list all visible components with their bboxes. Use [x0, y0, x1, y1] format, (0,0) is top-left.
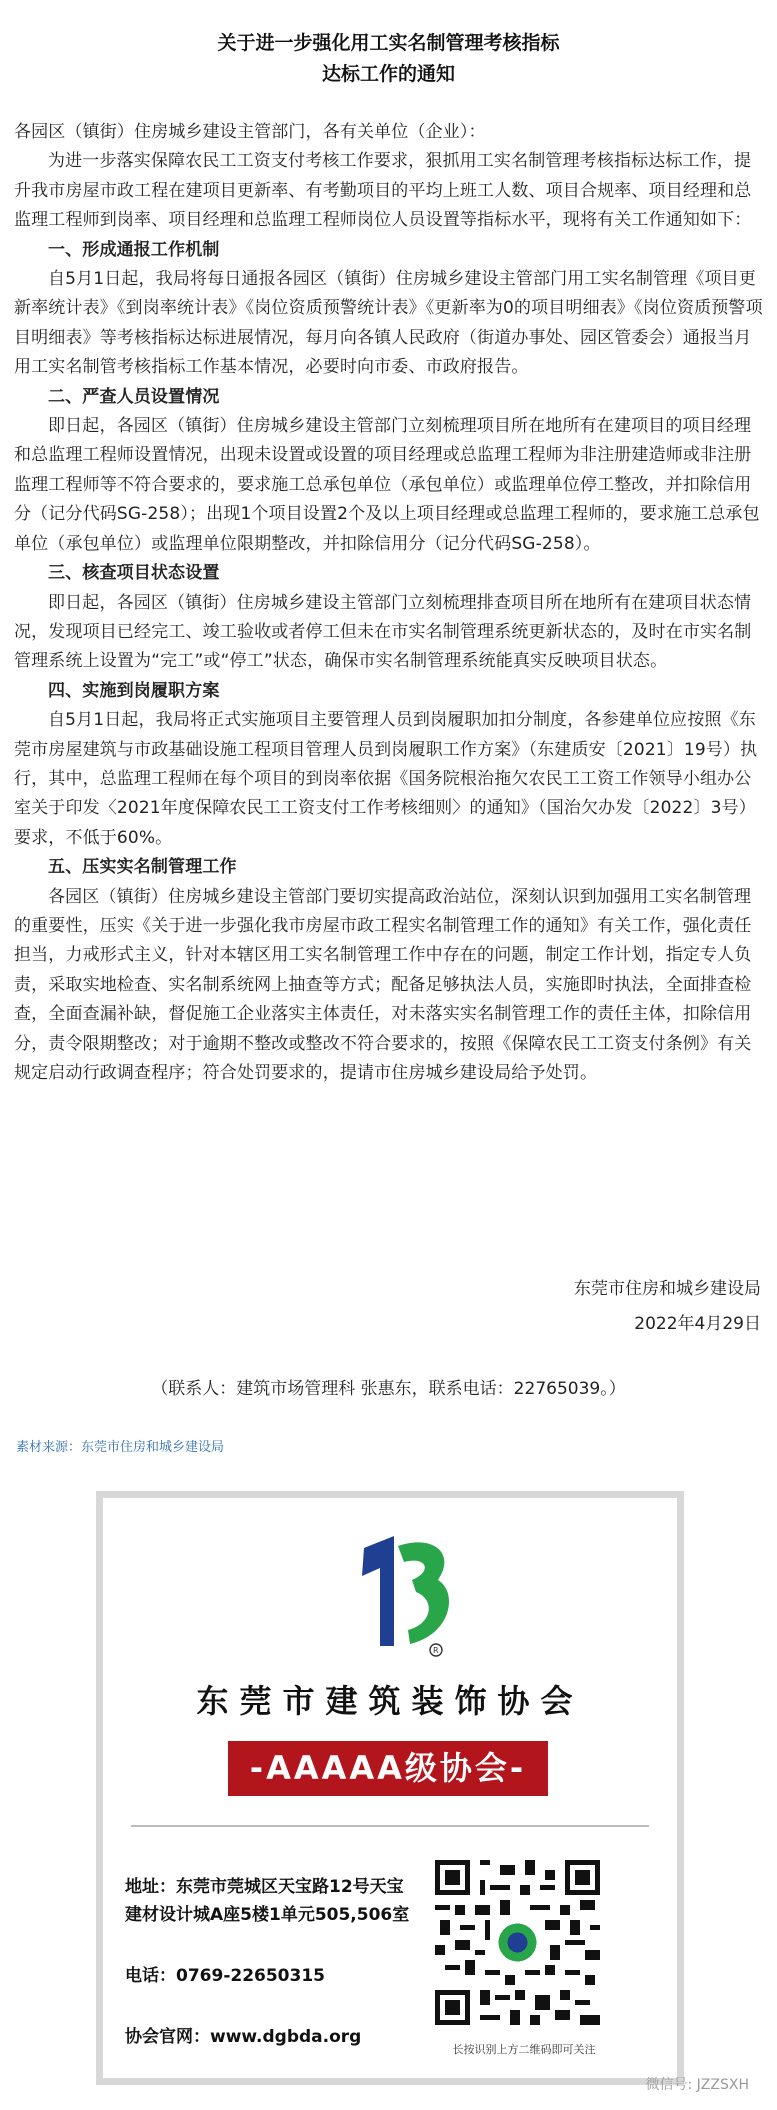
association-phone: 电话：0769-22650315 — [125, 1966, 325, 1986]
card-divider — [131, 1825, 649, 1827]
intro-paragraph: 为进一步落实保障农民工工资支付考核工作要求，狠抓用工实名制管理考核指标达标工作，提升我市房屋市政工程在建项目更新率、有考勤项目的平均上班工人数、项目合规率、项目经理和总监理工程师到岗率、项目经理和总监理工程师岗位人员设置等指标水平，现将有关工作通知如下： — [14, 151, 752, 231]
association-website: 协会官网：www.dgbda.org — [125, 2027, 362, 2047]
section-1-heading: 一、形成通报工作机制 — [48, 239, 220, 260]
association-name: 东莞市建筑装饰协会 — [196, 1682, 584, 1720]
title-line-1: 关于进一步强化用工实名制管理考核指标 — [217, 32, 560, 54]
contact-line: （联系人：建筑市场管理科 张惠东，联系电话：22765039。） — [151, 1379, 626, 1399]
section-3-text: 即日起，各园区（镇街）住房城乡建设主管部门立刻梳理排查项目所在地所有在建项目状态情况，发现项目已经完工、竣工验收或者停工但未在市实名制管理系统更新状态的，及时在市实名制管理系统上设置为“完工”或“停工”状态，确保市实名制管理系统能真实反映项目状态。 — [14, 592, 752, 672]
association-address: 地址：东莞市莞城区天宝路12号天宝建材设计城A座5楼1单元505,506室 — [125, 1877, 410, 1925]
association-level-banner: -AAAAA级协会- — [228, 1741, 548, 1796]
signature-block — [574, 1272, 761, 1342]
source-credit: 素材来源：东莞市住房和城乡建设局 — [16, 1440, 225, 1455]
association-logo-icon — [324, 1528, 464, 1658]
section-4-heading: 四、实施到岗履职方案 — [48, 680, 220, 701]
section-1-text: 自5月1日起，我局将每日通报各园区（镇街）住房城乡建设主管部门用工实名制管理《项目更新率统计表》《到岗率统计表》《岗位资质预警统计表》《更新率为0的项目明细表》《岗位资质预警项目明细表》等考核指标达标进展情况，每月向各镇人民政府（街道办事处、园区管委会）通报当月用工实名制管考核指标工作基本情况，必要时向市委、市政府报告。 — [14, 269, 763, 378]
section-3-heading: 三、核查项目状态设置 — [48, 563, 220, 584]
signature-org: 东莞市住房和城乡建设局 — [574, 1279, 761, 1299]
greeting: 各园区（镇街）住房城乡建设主管部门，各有关单位（企业）： — [14, 122, 486, 142]
association-contact-info — [125, 1873, 415, 2068]
document-title — [0, 28, 777, 90]
qr-caption: 长按识别上方二维码即可关注 — [452, 2043, 596, 2056]
section-5-text: 各园区（镇街）住房城乡建设主管部门要切实提高政治站位，深刻认识到加强用工实名制管理的重要性，压实《关于进一步强化我市房屋市政工程实名制管理工作的通知》有关工作，强化责任担当，力戒形式主义，针对本辖区用工实名制管理工作中存在的问题，制定工作计划，指定专人负责，采取实地检查、实名制系统网上抽查等方式；配备足够执法人员，实施即时执法，全面排查检查，全面查漏补缺，督促施工企业落实主体责任，对未落实实名制管理工作的责任主体，扣除信用分，责令限期整改；对于逾期不整改或整改不符合要求的，按照《保障农民工工资支付条例》有关规定启动行政调查程序；符合处罚要求的，提请市住房城乡建设局给予处罚。 — [14, 886, 752, 1083]
title-line-2: 达标工作的通知 — [321, 63, 455, 85]
section-4-text: 自5月1日起，我局将正式实施项目主要管理人员到岗履职加扣分制度，各参建单位应按照《东莞市房屋建筑与市政基础设施工程项目管理人员到岗履职工作方案》（东建质安〔2021〕19号）执行，其中，总监理工程师在每个项目的到岗率依据《国务院根治拖欠农民工工资工作领导小组办公室关于印发〈2021年度保障农民工工资支付工作考核细则〉的通知》（国治欠办发〔2022〕3号）要求，不低于60%。 — [14, 710, 758, 848]
document-body — [14, 118, 765, 1088]
wechat-watermark: 微信号: JZZSXH — [645, 2077, 749, 2093]
svg-text:R: R — [433, 1646, 439, 1655]
section-2-text: 即日起，各园区（镇街）住房城乡建设主管部门立刻梳理项目所在地所有在建项目的项目经理和总监理工程师设置情况，出现未设置或设置的项目经理或总监理工程师为非注册建造师或非注册监理工程师等不符合要求的，要求施工总承包单位（承包单位）或监理单位停工整改，并扣除信用分（记分代码SG-258）；出现1个项目设置2个及以上项目经理或总监理工程师的，要求施工总承包单位（承包单位）或监理单位限期整改，并扣除信用分（记分代码SG-258）。 — [14, 416, 760, 554]
signature-date: 2022年4月29日 — [634, 1314, 761, 1334]
section-2-heading: 二、严查人员设置情况 — [48, 386, 220, 407]
section-5-heading: 五、压实实名制管理工作 — [48, 857, 237, 878]
association-ad-card — [96, 1491, 684, 2085]
qr-code-icon — [435, 1860, 600, 2025]
